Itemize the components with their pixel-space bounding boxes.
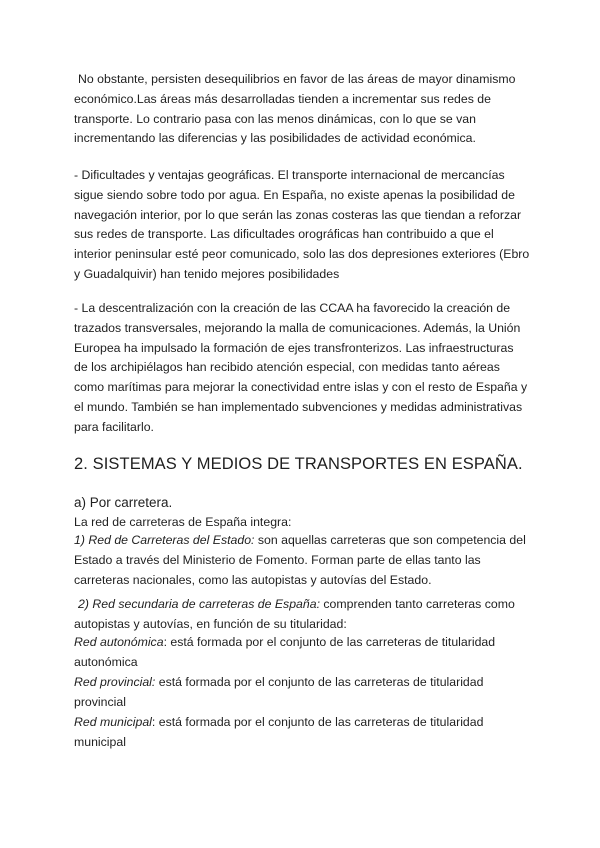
item-red-autonomica-text: : está formada por el conjunto de las carreteras de titularidad autonómica	[74, 635, 496, 669]
item-red-secundaria	[74, 595, 530, 635]
item-red-municipal-text: : está formada por el conjunto de las carreteras de titularidad municipal	[74, 715, 484, 749]
item-red-estado	[74, 531, 530, 590]
item-red-provincial-text: está formada por el conjunto de las carreteras de titularidad provincial	[74, 675, 484, 709]
item-red-secundaria-text: comprenden tanto carreteras como autopistas y autovías, en función de su titularidad:	[74, 597, 515, 631]
item-red-estado-label: 1) Red de Carreteras del Estado:	[74, 533, 255, 547]
item-red-municipal-label: Red municipal	[74, 715, 152, 729]
item-red-secundaria-label: 2) Red secundaria de carreteras de España:	[78, 597, 320, 611]
item-red-estado-text: son aquellas carreteras que son competencia del Estado a través del Ministerio de Fomento. Forman parte de ellas tanto las carreteras nacionales, como las autopistas y autovías del Estado.	[74, 533, 526, 587]
subsection-por-carretera: a) Por carretera.	[74, 495, 173, 510]
item-red-municipal	[74, 713, 530, 753]
item-red-provincial-label: Red provincial:	[74, 675, 156, 689]
paragraph-dificultades-geograficas: - Dificultades y ventajas geográficas. El transporte internacional de mercancías sigue siendo sobre todo por agua. En España, no existe apenas la posibilidad de navegación interior, por lo que serán las zonas costeras las que tiendan a reforzar sus redes de transporte. Las dificultades orográficas han contribuido a que el interior peninsular esté peor comunicado, solo las dos depresiones exteriores (Ebro y Guadalquivir) han tenido mejores posibilidades	[74, 168, 530, 281]
section-heading: 2. SISTEMAS Y MEDIOS DE TRANSPORTES EN ESPAÑA.	[74, 455, 523, 473]
intro-text: La red de carreteras de España integra:	[74, 515, 292, 529]
item-red-autonomica-label: Red autonómica	[74, 635, 164, 649]
item-red-provincial	[74, 673, 530, 713]
item-red-autonomica	[74, 633, 530, 673]
paragraph-descentralizacion: - La descentralización con la creación de las CCAA ha favorecido la creación de trazados transversales, mejorando la malla de comunicaciones. Además, la Unión Europea ha impulsado la formación de ejes transfronterizos. Las infraestructuras de los archipiélagos han recibido atención especial, con medidas tanto aéreas como marítimas para mejorar la conectividad entre islas y con el resto de España y el mundo. También se han implementado subvenciones y medidas administrativas para facilitarlo.	[74, 301, 528, 434]
paragraph-desequilibrios: No obstante, persisten desequilibrios en favor de las áreas de mayor dinamismo económico.Las áreas más desarrolladas tienden a incrementar sus redes de transporte. Lo contrario pasa con las menos dinámicas, con lo que se van incrementando las diferencias y las posibilidades de actividad económica.	[74, 72, 516, 146]
